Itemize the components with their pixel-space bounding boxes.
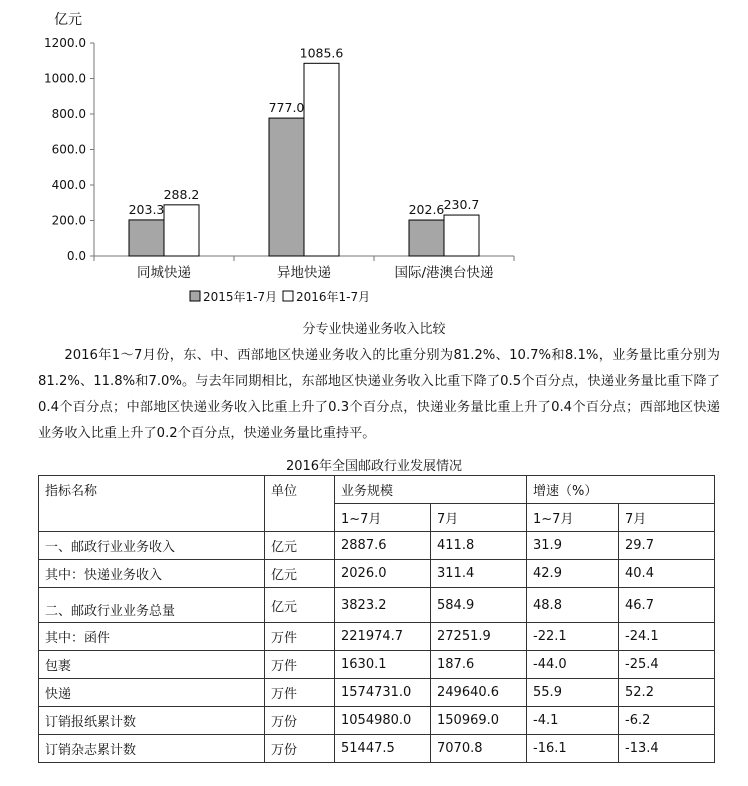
table-cell-v1: 1630.1 — [335, 651, 431, 679]
table-cell-v1: 51447.5 — [335, 735, 431, 763]
bar-value-label: 288.2 — [163, 186, 200, 202]
table-cell-name: 订销报纸累计数 — [39, 707, 265, 735]
table-cell-unit: 亿元 — [265, 588, 335, 623]
table-row — [39, 651, 715, 679]
subheader-scale-jan-jul: 1~7月 — [335, 504, 431, 532]
table-title: 2016年全国邮政行业发展情况 — [285, 459, 463, 474]
y-tick-label: 1200.0 — [44, 36, 86, 50]
table-cell-unit: 万份 — [265, 707, 335, 735]
legend-label-2015: 2015年1-7月 — [203, 290, 278, 304]
table-cell-name: 二、邮政行业业务总量 — [39, 588, 265, 623]
bar-value-label: 777.0 — [268, 100, 305, 116]
bar-0-1 — [269, 118, 304, 256]
table-cell-v3: 42.9 — [527, 560, 619, 588]
bar-1-1 — [304, 63, 339, 256]
table-row — [39, 588, 715, 623]
header-indicator-name: 指标名称 — [39, 476, 265, 532]
table-row — [39, 707, 715, 735]
header-unit: 单位 — [265, 476, 335, 532]
y-unit-label: 亿元 — [54, 12, 82, 28]
table-cell-v2: 249640.6 — [431, 679, 527, 707]
category-label: 异地快递 — [277, 265, 331, 281]
y-tick-label: 800.0 — [51, 107, 86, 121]
chart-title: 分专业快递业务收入比较 — [302, 322, 446, 337]
y-tick-label: 200.0 — [51, 213, 86, 228]
table-cell-name: 其中：函件 — [39, 623, 265, 651]
table-cell-v1: 1054980.0 — [335, 707, 431, 735]
table-cell-name: 订销杂志累计数 — [39, 735, 265, 763]
bar-value-label: 202.6 — [408, 202, 445, 218]
table-cell-v2: 311.4 — [431, 560, 527, 588]
table-cell-v1: 221974.7 — [335, 623, 431, 651]
y-tick-label: 400.0 — [51, 178, 86, 192]
table-cell-v3: -4.1 — [527, 707, 619, 735]
bar-value-label: 203.3 — [128, 201, 165, 217]
table-row — [39, 623, 715, 651]
table-cell-v4: 40.4 — [619, 560, 715, 588]
table-cell-v1: 2887.6 — [335, 532, 431, 560]
body-paragraph: 2016年1～7月份，东、中、西部地区快递业务收入的比重分别为81.2%、10.7%和8.1%，业务量比重分别为81.2%、11.8%和7.0%。与去年同期相比，东部地区快递业务收入比重下降了0.5个百分点，快递业务量比重下降了0.4个百分点；中部地区快递业务收入比重上升了0.3个百分点，快递业务量比重上升了0.4个百分点；西部地区快递业务收入比重上升了0.2个百分点，快递业务量比重持平。 — [38, 348, 720, 441]
bar-1-0 — [164, 205, 199, 256]
table-cell-unit: 万份 — [265, 735, 335, 763]
table-row — [39, 560, 715, 588]
subheader-growth-jul: 7月 — [619, 504, 715, 532]
legend-swatch-2015 — [190, 291, 200, 301]
table-cell-name: 包裹 — [39, 651, 265, 679]
table-cell-unit: 亿元 — [265, 560, 335, 588]
header-business-scale: 业务规模 — [335, 476, 527, 504]
y-tick-label: 1000.0 — [44, 71, 86, 86]
table-cell-v3: -44.0 — [527, 651, 619, 679]
table-cell-v3: -22.1 — [527, 623, 619, 651]
table-cell-v2: 27251.9 — [431, 623, 527, 651]
subheader-growth-jan-jul: 1~7月 — [527, 504, 619, 532]
table-cell-v2: 187.6 — [431, 651, 527, 679]
table-row — [39, 735, 715, 763]
table-cell-unit: 万件 — [265, 623, 335, 651]
y-ticks — [44, 36, 94, 263]
table-cell-v4: -25.4 — [619, 651, 715, 679]
bars — [129, 63, 479, 256]
table-cell-v2: 150969.0 — [431, 707, 527, 735]
subheader-scale-jul: 7月 — [431, 504, 527, 532]
table-cell-v4: 46.7 — [619, 588, 715, 623]
table-cell-v2: 411.8 — [431, 532, 527, 560]
table-cell-v3: 48.8 — [527, 588, 619, 623]
table-cell-v2: 7070.8 — [431, 735, 527, 763]
header-growth-rate: 增速（%） — [527, 476, 715, 504]
stats-table — [38, 475, 715, 763]
bar-value-label: 230.7 — [443, 197, 480, 213]
bar-1-2 — [444, 215, 479, 256]
table-cell-v3: -16.1 — [527, 735, 619, 763]
table-cell-v2: 584.9 — [431, 588, 527, 623]
y-tick-label: 0.0 — [66, 249, 86, 263]
table-cell-unit: 万件 — [265, 651, 335, 679]
table-cell-v3: 31.9 — [527, 532, 619, 560]
table-cell-unit: 亿元 — [265, 532, 335, 560]
table-cell-name: 其中：快递业务收入 — [39, 560, 265, 588]
table-cell-name: 一、邮政行业业务收入 — [39, 532, 265, 560]
category-labels — [137, 264, 494, 281]
table-cell-v4: 29.7 — [619, 532, 715, 560]
table-cell-v1: 1574731.0 — [335, 679, 431, 707]
bar-0-2 — [409, 220, 444, 256]
legend-swatch-2016 — [283, 291, 293, 301]
x-category-dividers — [94, 256, 514, 261]
bar-value-label: 1085.6 — [299, 45, 344, 61]
table-header-row — [39, 476, 715, 504]
table-row — [39, 532, 715, 560]
bar-chart — [0, 0, 748, 318]
table-row — [39, 679, 715, 707]
table-cell-v3: 55.9 — [527, 679, 619, 707]
table-cell-v1: 3823.2 — [335, 588, 431, 623]
table-cell-v4: -24.1 — [619, 623, 715, 651]
bar-0-0 — [129, 220, 164, 256]
legend-label-2016: 2016年1-7月 — [296, 290, 371, 304]
legend — [190, 289, 370, 304]
category-label: 国际/港澳台快递 — [394, 265, 494, 281]
table-cell-v4: 52.2 — [619, 679, 715, 707]
table-cell-v4: -6.2 — [619, 707, 715, 735]
table-cell-name: 快递 — [39, 679, 265, 707]
table-cell-v1: 2026.0 — [335, 560, 431, 588]
table-cell-unit: 万件 — [265, 679, 335, 707]
table-cell-v4: -13.4 — [619, 735, 715, 763]
category-label: 同城快递 — [137, 265, 191, 281]
y-tick-label: 600.0 — [51, 142, 86, 157]
